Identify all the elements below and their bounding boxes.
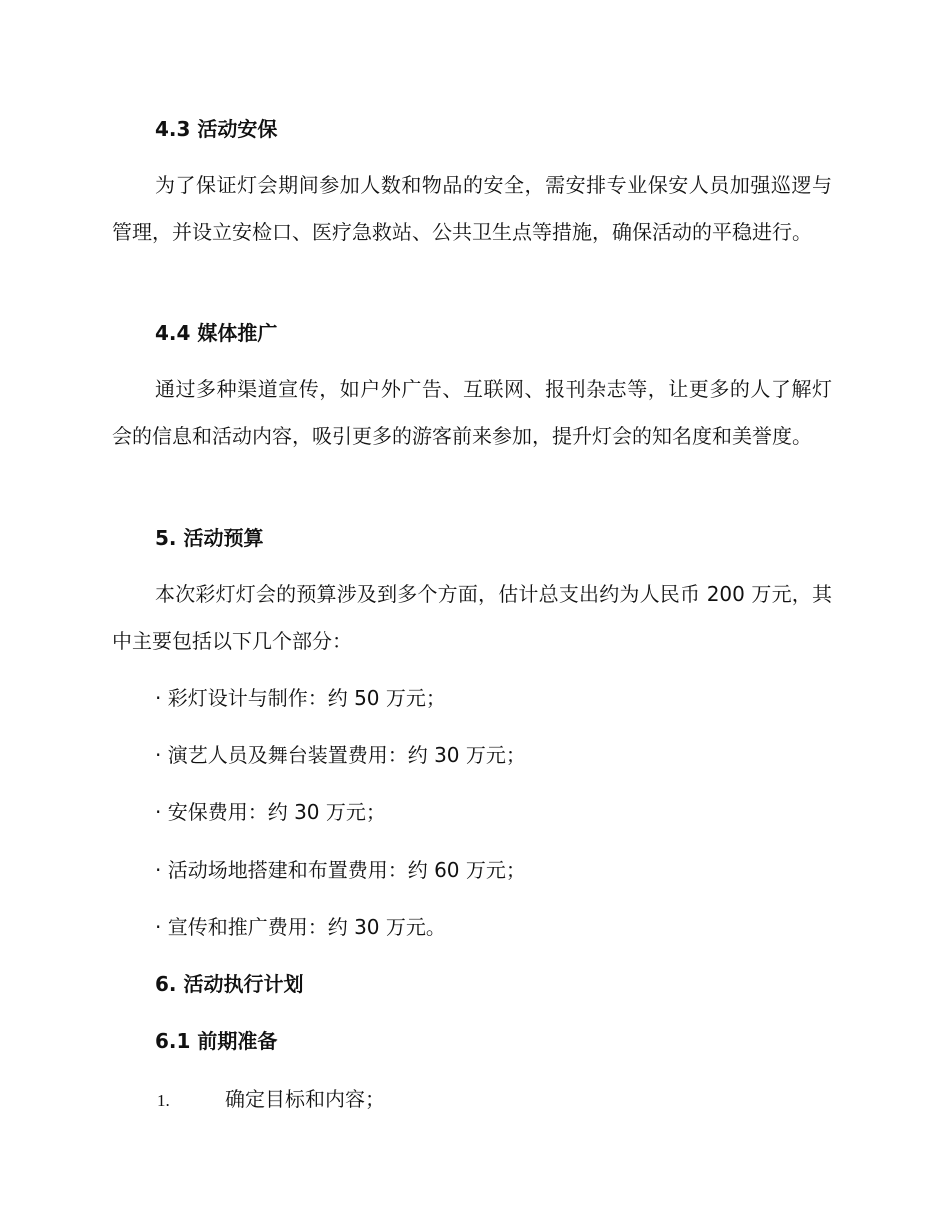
heading-6-1: 6.1 前期准备 bbox=[155, 1029, 278, 1053]
paragraph-5: 本次彩灯灯会的预算涉及到多个方面，估计总支出约为人民币 200 万元，其中主要包括以下几个部分： bbox=[112, 582, 832, 653]
budget-item: · 彩灯设计与制作：约 50 万元； bbox=[155, 686, 446, 710]
budget-item: · 宣传和推广费用：约 30 万元。 bbox=[155, 915, 446, 939]
heading-4-4: 4.4 媒体推广 bbox=[155, 321, 278, 345]
budget-item: · 安保费用：约 30 万元； bbox=[155, 800, 386, 824]
budget-item: · 演艺人员及舞台装置费用：约 30 万元； bbox=[155, 743, 526, 767]
budget-item: · 活动场地搭建和布置费用：约 60 万元； bbox=[155, 858, 526, 882]
list-item-text: 确定目标和内容； bbox=[225, 1087, 385, 1111]
heading-6: 6. 活动执行计划 bbox=[155, 972, 304, 996]
heading-4-3: 4.3 活动安保 bbox=[155, 117, 278, 141]
paragraph-4-4: 通过多种渠道宣传，如户外广告、互联网、报刊杂志等，让更多的人了解灯会的信息和活动内容，吸引更多的游客前来参加，提升灯会的知名度和美誉度。 bbox=[112, 377, 832, 448]
list-item bbox=[157, 1084, 385, 1116]
heading-5: 5. 活动预算 bbox=[155, 526, 264, 550]
paragraph-4-3: 为了保证灯会期间参加人数和物品的安全，需安排专业保安人员加强巡逻与管理，并设立安检口、医疗急救站、公共卫生点等措施，确保活动的平稳进行。 bbox=[112, 173, 832, 244]
list-number: 1. bbox=[157, 1091, 170, 1110]
